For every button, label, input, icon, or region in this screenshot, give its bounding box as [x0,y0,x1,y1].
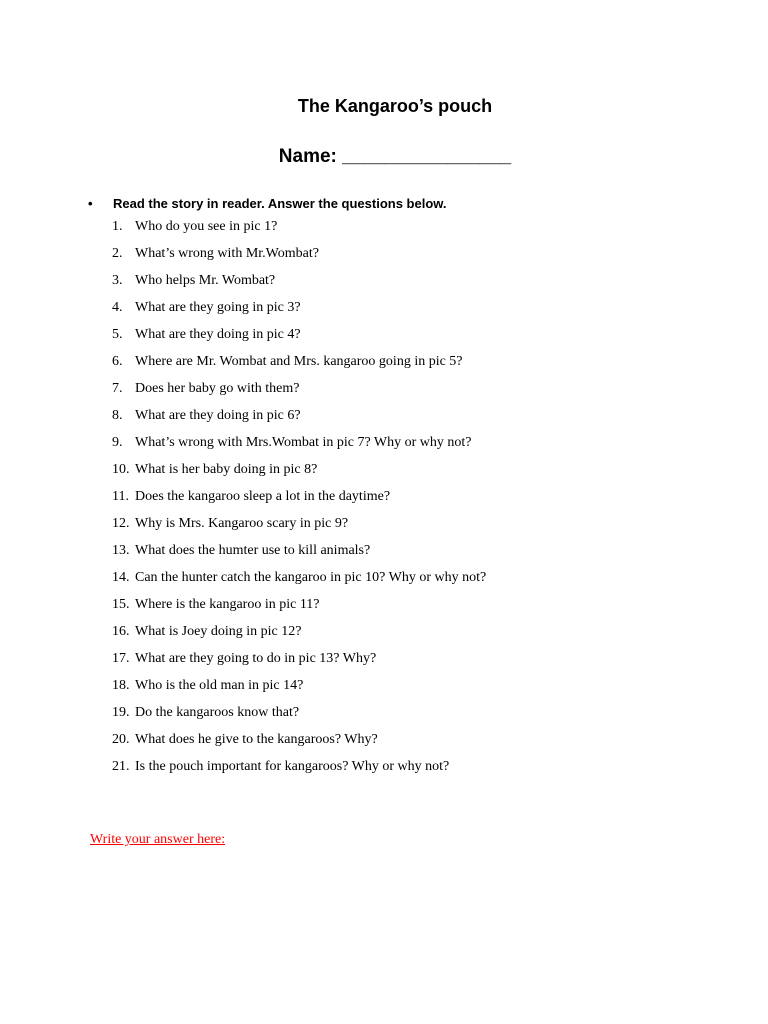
question-number: 18. [112,678,130,693]
question-number: 17. [112,651,130,666]
question-number: 14. [112,570,130,585]
question-text: What is Joey doing in pic 12? [135,624,302,639]
question-number: 1. [112,219,123,234]
question-text: What does he give to the kangaroos? Why? [135,732,378,747]
name-line: Name: ________________ [278,146,512,167]
question-text: Does the kangaroo sleep a lot in the daytime? [135,489,391,504]
question-number: 4. [112,300,123,315]
question-number: 2. [112,246,123,261]
question-number: 9. [112,435,123,450]
instruction [88,195,447,213]
question-text: What are they doing in pic 4? [135,327,301,342]
question-item [112,348,486,375]
question-item [112,483,486,510]
question-text: Who helps Mr. Wombat? [135,273,276,288]
question-number: 11. [112,489,129,504]
bullet-icon: • [88,196,93,211]
question-number: 20. [112,732,130,747]
question-item [112,213,486,240]
question-number: 3. [112,273,123,288]
question-item [112,537,486,564]
question-text: What’s wrong with Mr.Wombat? [135,246,319,261]
question-text: Why is Mrs. Kangaroo scary in pic 9? [135,516,349,531]
question-text: Where are Mr. Wombat and Mrs. kangaroo going in pic 5? [135,354,463,369]
question-text: What are they going to do in pic 13? Why? [135,651,377,666]
question-item [112,672,486,699]
question-text: What are they doing in pic 6? [135,408,301,423]
question-text: What is her baby doing in pic 8? [135,462,318,477]
instruction-text: Read the story in reader. Answer the questions below. [113,196,447,211]
question-text: Can the hunter catch the kangaroo in pic 10? Why or why not? [135,570,487,585]
question-item [112,375,486,402]
question-number: 13. [112,543,130,558]
question-item [112,321,486,348]
question-number: 19. [112,705,130,720]
question-item [112,456,486,483]
question-text: Do the kangaroos know that? [135,705,300,720]
question-item [112,645,486,672]
question-text: What’s wrong with Mrs.Wombat in pic 7? Why or why not? [135,435,472,450]
question-number: 6. [112,354,123,369]
question-item [112,591,486,618]
question-item [112,618,486,645]
question-item [112,510,486,537]
question-list [112,213,486,780]
question-number: 21. [112,759,130,774]
question-item [112,267,486,294]
question-number: 15. [112,597,130,612]
question-text: Where is the kangaroo in pic 11? [135,597,320,612]
question-number: 5. [112,327,123,342]
question-number: 7. [112,381,123,396]
question-number: 10. [112,462,130,477]
document-title: The Kangaroo’s pouch [297,96,493,116]
question-item [112,294,486,321]
question-number: 8. [112,408,123,423]
question-text: What are they going in pic 3? [135,300,301,315]
question-text: Who do you see in pic 1? [135,219,278,234]
question-number: 16. [112,624,130,639]
question-item [112,726,486,753]
question-text: Does her baby go with them? [135,381,300,396]
question-item [112,753,486,780]
question-text: Who is the old man in pic 14? [135,678,304,693]
question-item [112,699,486,726]
question-text: Is the pouch important for kangaroos? Why or why not? [135,759,450,774]
answer-prompt: Write your answer here: [90,832,226,847]
question-item [112,240,486,267]
question-text: What does the humter use to kill animals? [135,543,371,558]
question-item [112,429,486,456]
question-number: 12. [112,516,130,531]
question-item [112,564,486,591]
question-item [112,402,486,429]
